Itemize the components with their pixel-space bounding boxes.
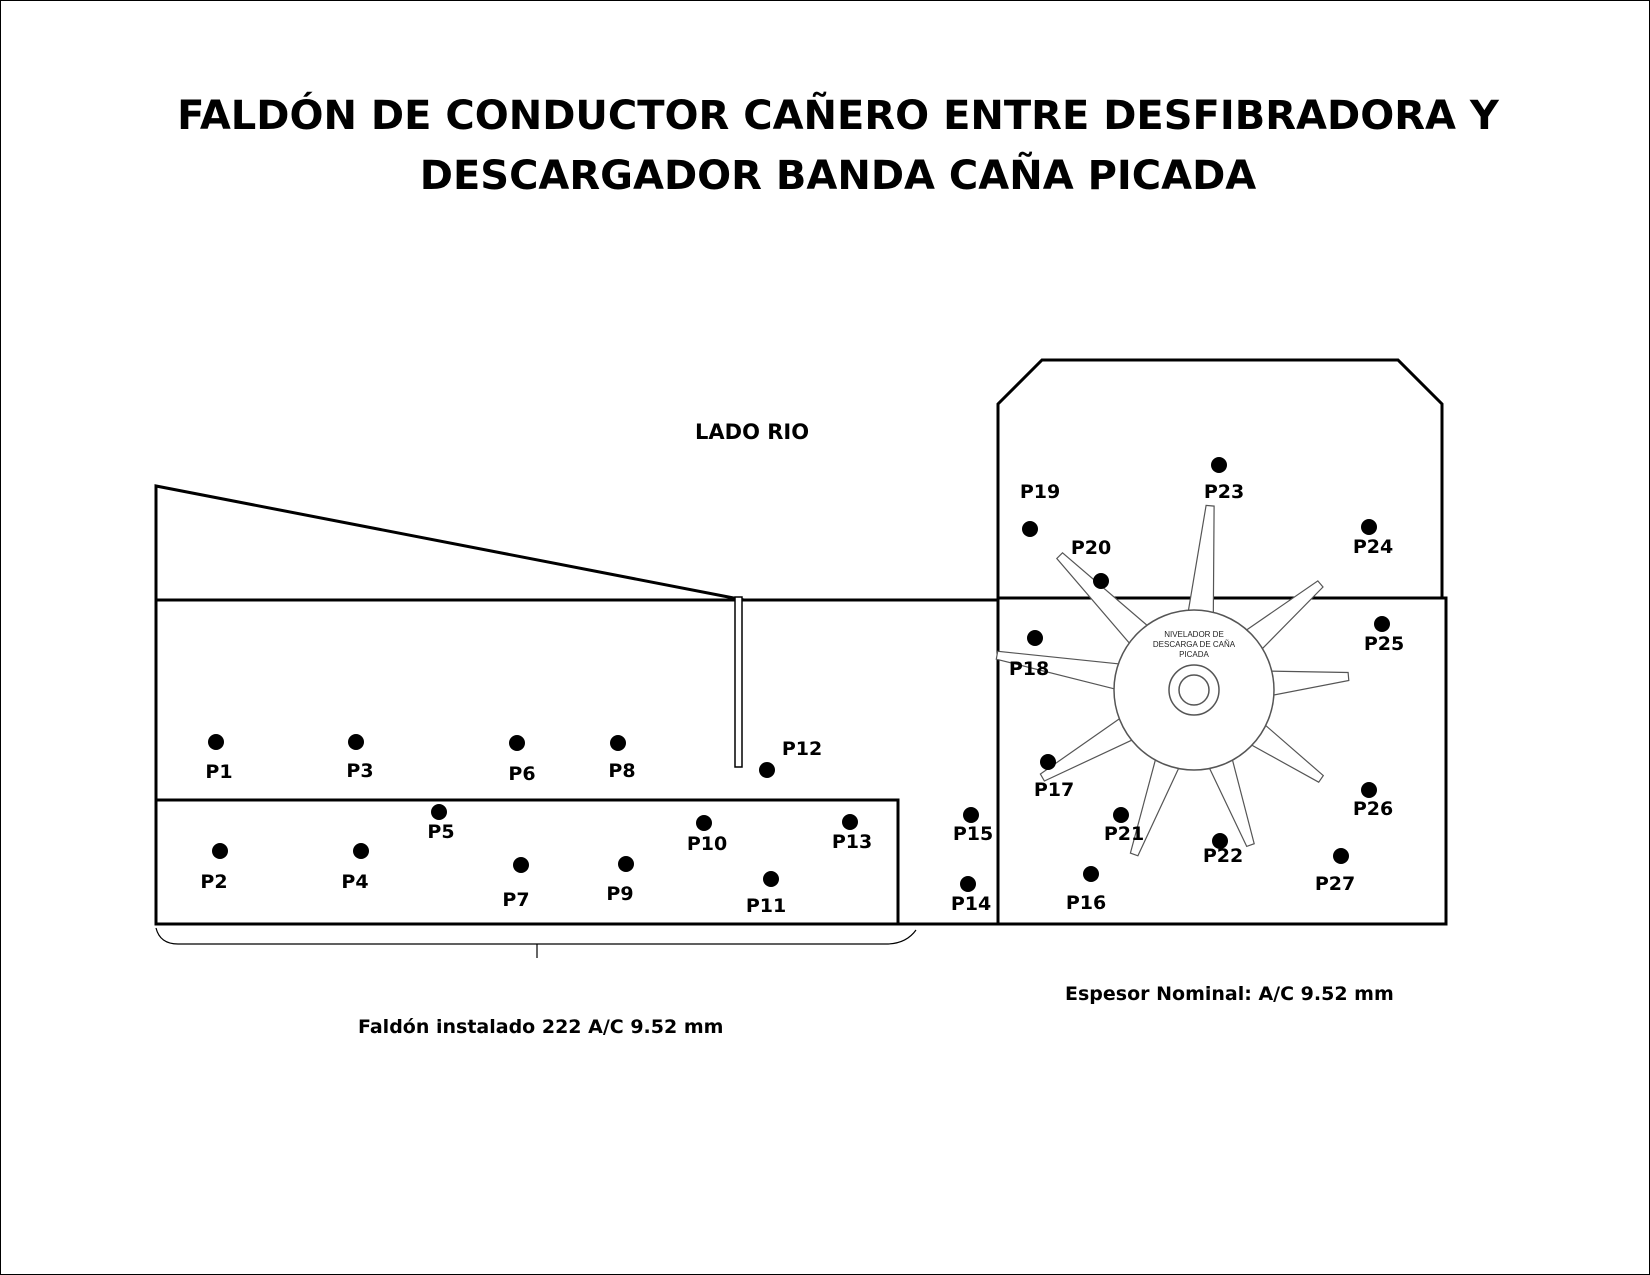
point-label-p25: P25 (1363, 633, 1405, 655)
point-label-p8: P8 (608, 760, 636, 782)
side-label: LADO RIO (695, 420, 810, 444)
leveler-label-line-2: DESCARGA DE CAÑA (1152, 640, 1236, 649)
point-marker-p18 (1027, 630, 1043, 646)
point-label-p18: P18 (1008, 658, 1050, 680)
divider-post (735, 597, 742, 767)
point-label-p13: P13 (831, 831, 873, 853)
point-label-p27: P27 (1314, 873, 1356, 895)
point-label-p1: P1 (205, 761, 233, 783)
point-marker-p11 (763, 871, 779, 887)
point-marker-p15 (963, 807, 979, 823)
point-marker-p9 (618, 856, 634, 872)
nominal-thickness-note: Espesor Nominal: A/C 9.52 mm (1065, 983, 1394, 1005)
bracket (156, 928, 916, 944)
point-marker-p19 (1022, 521, 1038, 537)
leveler-label-line-3: PICADA (1179, 650, 1209, 659)
point-marker-p24 (1361, 519, 1377, 535)
title-line-2: DESCARGADOR BANDA CAÑA PICADA (419, 153, 1257, 199)
point-label-p26: P26 (1352, 798, 1394, 820)
point-label-p15: P15 (952, 823, 994, 845)
point-label-p3: P3 (346, 760, 374, 782)
point-label-p21: P21 (1103, 823, 1145, 845)
point-label-p23: P23 (1203, 481, 1245, 503)
point-label-p12: P12 (781, 738, 823, 760)
point-label-p10: P10 (686, 833, 728, 855)
point-label-p16: P16 (1065, 892, 1107, 914)
point-marker-p27 (1333, 848, 1349, 864)
point-marker-p12 (759, 762, 775, 778)
point-marker-p26 (1361, 782, 1377, 798)
point-label-p6: P6 (508, 763, 536, 785)
point-marker-p16 (1083, 866, 1099, 882)
point-label-p4: P4 (341, 871, 369, 893)
point-marker-p25 (1374, 616, 1390, 632)
point-marker-p4 (353, 843, 369, 859)
point-label-p11: P11 (745, 895, 787, 917)
title-line-1: FALDÓN DE CONDUCTOR CAÑERO ENTRE DESFIBRADORA Y (177, 93, 1499, 139)
point-label-p5: P5 (427, 821, 455, 843)
point-marker-p6 (509, 735, 525, 751)
point-marker-p10 (696, 815, 712, 831)
point-marker-p1 (208, 734, 224, 750)
point-label-p7: P7 (502, 889, 530, 911)
point-label-p2: P2 (200, 871, 228, 893)
point-marker-p5 (431, 804, 447, 820)
point-marker-p23 (1211, 457, 1227, 473)
installed-skirt-note: Faldón instalado 222 A/C 9.52 mm (358, 1016, 724, 1038)
point-marker-p2 (212, 843, 228, 859)
point-label-p24: P24 (1352, 536, 1394, 558)
point-marker-p17 (1040, 754, 1056, 770)
leveler-shaft (1179, 675, 1209, 705)
point-label-p19: P19 (1019, 481, 1061, 503)
leveler-label-line-1: NIVELADOR DE (1164, 630, 1224, 639)
left-wedge (156, 486, 744, 600)
point-marker-p8 (610, 735, 626, 751)
point-label-p14: P14 (950, 893, 992, 915)
point-marker-p21 (1113, 807, 1129, 823)
point-label-p20: P20 (1070, 537, 1112, 559)
point-marker-p3 (348, 734, 364, 750)
point-label-p17: P17 (1033, 779, 1075, 801)
point-label-p9: P9 (606, 883, 634, 905)
point-marker-p14 (960, 876, 976, 892)
left-box (156, 600, 998, 924)
point-marker-p13 (842, 814, 858, 830)
point-marker-p20 (1093, 573, 1109, 589)
point-marker-p7 (513, 857, 529, 873)
point-label-p22: P22 (1202, 845, 1244, 867)
